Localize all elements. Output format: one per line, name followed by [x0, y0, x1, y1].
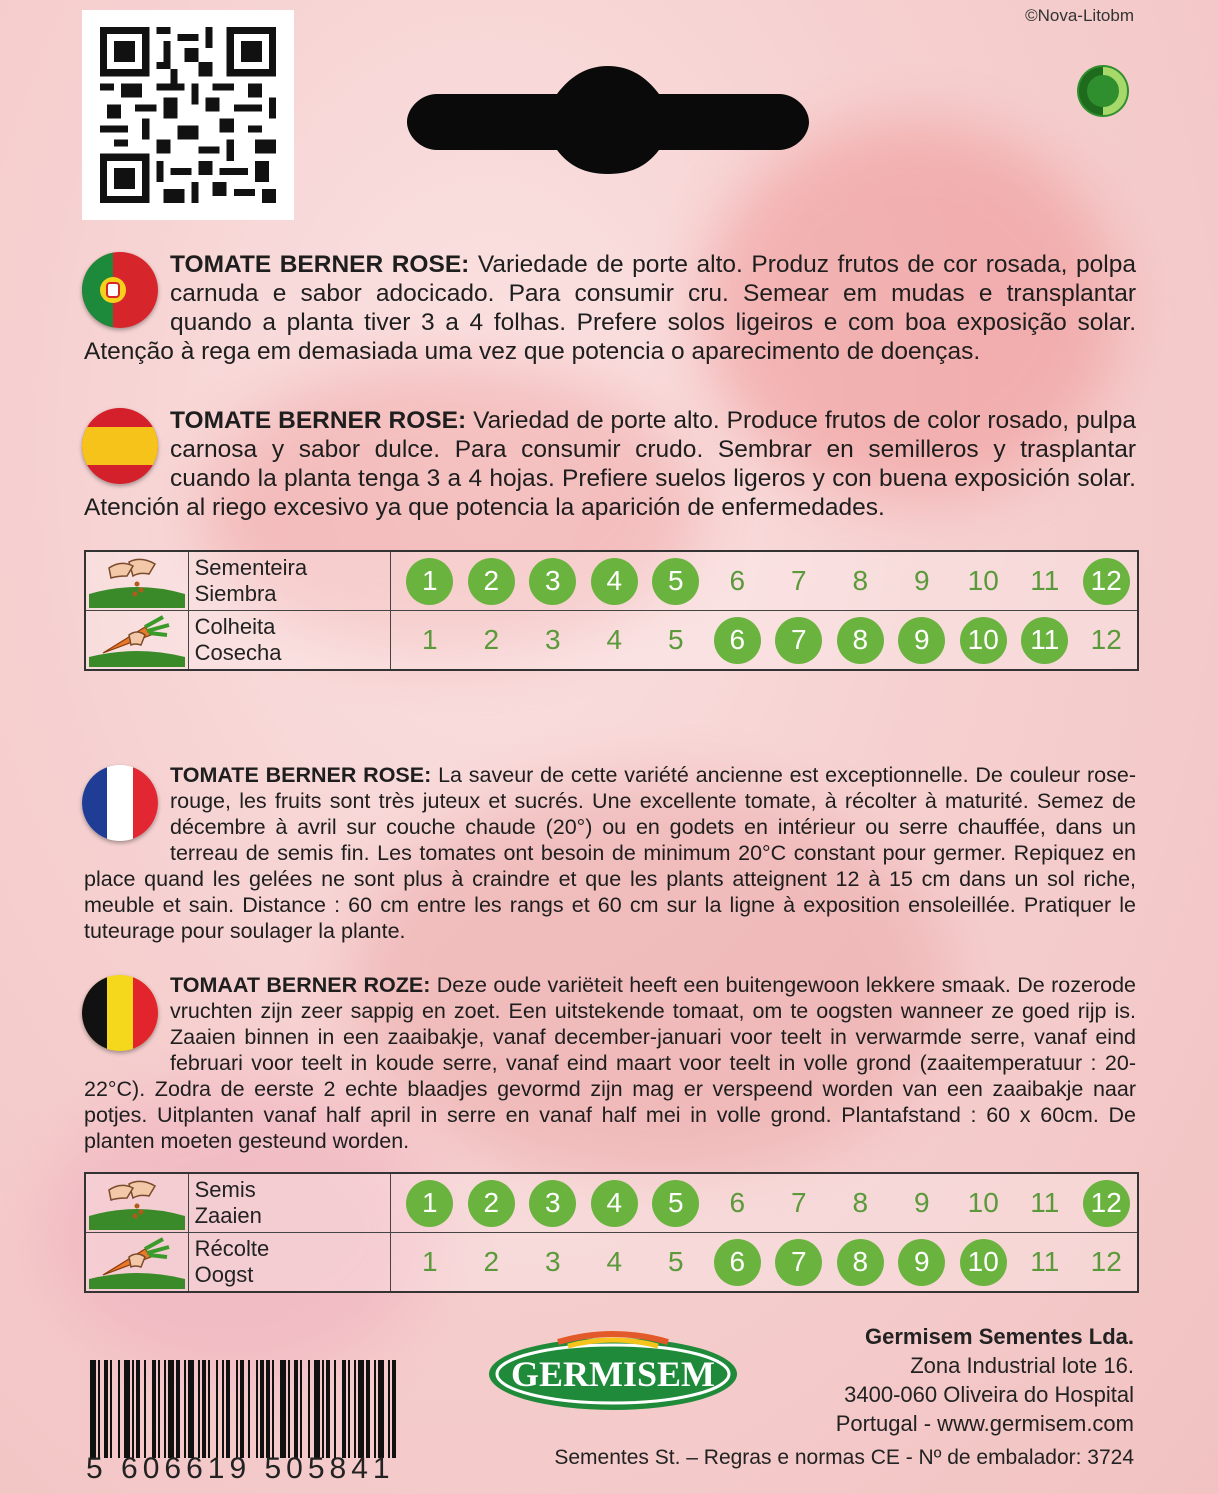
- month-cell: [768, 1174, 830, 1232]
- body-pt: Variedade de porte alto. Produz frutos de cor rosada, polpa carnuda e sabor adocicado. Para consumir cru. Semear em mudas e transplantar quando a planta tiver 3 a 4 folhas. Prefere solos ligeiros e com boa exposição solar. Atenção à rega em demasiada uma vez que potencia o aparecimento de doenças.: [84, 251, 1136, 365]
- month-number: 9: [898, 1239, 945, 1286]
- month-number: 6: [714, 617, 761, 664]
- month-cell-active: [891, 1233, 953, 1291]
- calendar-row-label: [189, 611, 391, 669]
- month-number: 2: [483, 624, 500, 655]
- month-cell: [461, 611, 523, 669]
- month-number: 12: [1090, 1246, 1122, 1277]
- month-number: 11: [1021, 617, 1068, 664]
- month-cell-active: [584, 552, 646, 610]
- month-cell: [830, 1174, 892, 1232]
- address-line-1: Zona Industrial lote 16.: [910, 1353, 1134, 1378]
- month-number: 2: [468, 1180, 515, 1227]
- address-line-3-website[interactable]: Portugal - www.germisem.com: [835, 1411, 1134, 1436]
- month-number: 10: [960, 1239, 1007, 1286]
- month-cell-active: [461, 552, 523, 610]
- month-number: 2: [483, 1246, 500, 1277]
- month-number: 11: [1030, 565, 1060, 596]
- month-cell-active: [891, 611, 953, 669]
- month-cell-active: [830, 1233, 892, 1291]
- month-cell: [399, 611, 461, 669]
- month-number: 3: [529, 558, 576, 605]
- month-number: 6: [714, 1239, 761, 1286]
- month-number: 5: [652, 1180, 699, 1227]
- calendar-label-label1: Semis: [194, 1177, 256, 1202]
- sowing-icon: [86, 1174, 189, 1232]
- sowing-harvest-calendar-fr-nl: [84, 1172, 1139, 1293]
- month-number: 8: [837, 617, 884, 664]
- month-cell: [768, 552, 830, 610]
- month-cell-active: [522, 1174, 584, 1232]
- month-cell-active: [645, 1174, 707, 1232]
- month-cell: [830, 552, 892, 610]
- regulation-text: Sementes St. – Regras e normas CE - Nº de embalador: 3724: [554, 1446, 1134, 1469]
- month-cell-active: [953, 1233, 1015, 1291]
- harvest-carrot-icon: [89, 613, 185, 667]
- calendar-label-label1: Colheita: [194, 614, 276, 639]
- month-cell-active: [707, 1233, 769, 1291]
- harvest-carrot-icon: [86, 1233, 189, 1291]
- sowing-icon: [89, 1176, 185, 1230]
- title-es: TOMATE BERNER ROSE:: [170, 407, 467, 434]
- month-number: 6: [729, 1187, 746, 1218]
- month-number: 7: [790, 565, 807, 596]
- month-cell-active: [399, 552, 461, 610]
- copyright-text: ©Nova-Litobm: [1025, 6, 1134, 25]
- barcode-number: 5 606619 505841: [86, 1452, 395, 1485]
- calendar-label-label2: Siembra: [194, 581, 277, 606]
- month-cell: [399, 1233, 461, 1291]
- month-cell-active: [1076, 552, 1138, 610]
- month-number: 4: [591, 1180, 638, 1227]
- month-number: 1: [421, 624, 438, 655]
- month-number: 8: [852, 1187, 869, 1218]
- month-number: 11: [1030, 1246, 1060, 1277]
- body-es: Variedad de porte alto. Produce frutos de color rosado, pulpa carnosa y sabor dulce. Para consumir crudo. Sembrar en semilleros y trasplantar cuando la planta tenga 3 a 4 hojas. Prefiere suelos ligeros y con buena exposición solar. Atención al riego excesivo ya que potencia la aparición de enfermedades.: [84, 407, 1136, 521]
- calendar-row: [86, 611, 1137, 669]
- month-number: 4: [606, 624, 623, 655]
- month-number: 7: [775, 1239, 822, 1286]
- month-cell-active: [645, 552, 707, 610]
- month-number: 12: [1090, 624, 1122, 655]
- body-fr: La saveur de cette variété ancienne est exceptionnelle. De couleur rose-rouge, les fruits sont très juteux et sucrés. Une excellente tomate, à récolter à maturité. Semez de décembre à avril sur couche chaude (20°) ou en godets en intérieur ou serre chauffée, dans un terreau de semis fin. Les tomates ont besoin de minimum 20°C constant pour germer. Repiquez en place quand les gelées ne sont plus à craindre et que les plants atteignent 12 à 15 cm dans un sol riche, meuble et sain. Distance : 60 cm entre les rangs et 60 cm sur la ligne à exposition ensoleillée. Pratiquer le tuteurage pour soulager la plante.: [84, 763, 1136, 943]
- hang-hole: [407, 66, 809, 174]
- month-number: 8: [852, 565, 869, 596]
- calendar-row-label: [189, 552, 391, 610]
- month-cell: [584, 1233, 646, 1291]
- calendar-row-label: [189, 1233, 391, 1291]
- month-number: 10: [960, 617, 1007, 664]
- month-number: 10: [967, 1187, 999, 1218]
- month-number: 3: [544, 1246, 561, 1277]
- logo-text: GERMISEM: [510, 1354, 716, 1394]
- barcode: [86, 1360, 398, 1458]
- month-number: 7: [775, 617, 822, 664]
- month-number: 7: [790, 1187, 807, 1218]
- harvest-carrot-icon: [86, 611, 189, 669]
- sowing-icon: [86, 552, 189, 610]
- month-cell-active: [584, 1174, 646, 1232]
- month-number: 12: [1083, 1180, 1130, 1227]
- month-cell-active: [1014, 611, 1076, 669]
- sowing-icon: [89, 554, 185, 608]
- germisem-logo: [488, 1330, 738, 1412]
- title-pt: TOMATE BERNER ROSE:: [170, 251, 470, 278]
- month-number: 5: [652, 558, 699, 605]
- month-cell: [953, 1174, 1015, 1232]
- month-number: 2: [468, 558, 515, 605]
- month-cell-active: [522, 552, 584, 610]
- address-line-2: 3400-060 Oliveira do Hospital: [844, 1382, 1134, 1407]
- sowing-harvest-calendar-pt-es: [84, 550, 1139, 671]
- month-cell: [584, 611, 646, 669]
- title-fr: TOMATE BERNER ROSE:: [170, 763, 432, 787]
- month-number: 3: [529, 1180, 576, 1227]
- month-number: 9: [913, 565, 930, 596]
- month-number: 4: [606, 1246, 623, 1277]
- calendar-months: [391, 611, 1137, 669]
- month-number: 1: [406, 1180, 453, 1227]
- month-cell: [1014, 1174, 1076, 1232]
- month-cell: [1014, 1233, 1076, 1291]
- month-cell: [707, 1174, 769, 1232]
- month-number: 1: [406, 558, 453, 605]
- calendar-label-label1: Sementeira: [194, 555, 308, 580]
- calendar-label-label2: Zaaien: [194, 1203, 262, 1228]
- calendar-months: [391, 1233, 1137, 1291]
- calendar-row-label: [189, 1174, 391, 1232]
- month-cell: [707, 552, 769, 610]
- calendar-row: [86, 1233, 1137, 1291]
- month-cell: [461, 1233, 523, 1291]
- month-number: 10: [967, 565, 999, 596]
- month-cell: [522, 611, 584, 669]
- month-number: 4: [591, 558, 638, 605]
- qr-code[interactable]: [82, 10, 294, 220]
- title-nl: TOMAAT BERNER ROZE:: [170, 973, 431, 997]
- month-number: 9: [898, 617, 945, 664]
- calendar-row: [86, 1174, 1137, 1233]
- calendar-label-label1: Récolte: [194, 1236, 270, 1261]
- month-number: 6: [729, 565, 746, 596]
- description-fr: [84, 762, 1136, 944]
- month-number: 5: [667, 1246, 684, 1277]
- month-cell: [522, 1233, 584, 1291]
- month-cell-active: [707, 611, 769, 669]
- calendar-label-label2: Cosecha: [194, 640, 282, 665]
- company-name: Germisem Sementes Lda.: [864, 1324, 1134, 1349]
- harvest-carrot-icon: [89, 1235, 185, 1289]
- calendar-row: [86, 552, 1137, 611]
- description-es: [84, 406, 1136, 522]
- month-cell: [1014, 552, 1076, 610]
- body-nl: Deze oude variëteit heeft een buitengewoon lekkere smaak. De rozerode vruchten zijn zeer sappig en zoet. Een uitstekende tomaat, om te oogsten wanneer ze goed rijp is. Zaaien binnen in een zaaibakje, vanaf december-januari voor teelt in verwarmde serre, vanaf eind februari voor teelt in koude serre, vanaf eind maart voor teelt in volle grond (zaaitemperatuur : 20-22°C). Zodra de eerste 2 echte blaadjes gevormd zijn mag er verspeend worden van een zaaibakje naar potjes. Uitplanten vanaf half april in serre en vanaf half mei in volle grond. Plantafstand : 60 x 60cm. De planten moeten gesteund worden.: [84, 973, 1136, 1153]
- month-cell-active: [399, 1174, 461, 1232]
- month-cell: [645, 611, 707, 669]
- month-number: 8: [837, 1239, 884, 1286]
- month-cell: [891, 1174, 953, 1232]
- calendar-months: [391, 552, 1137, 610]
- calendar-months: [391, 1174, 1137, 1232]
- month-cell: [953, 552, 1015, 610]
- calendar-label-label2: Oogst: [194, 1262, 254, 1287]
- month-cell-active: [768, 611, 830, 669]
- month-cell-active: [830, 611, 892, 669]
- month-number: 9: [913, 1187, 930, 1218]
- month-number: 12: [1083, 558, 1130, 605]
- month-number: 5: [667, 624, 684, 655]
- month-cell: [1076, 611, 1138, 669]
- month-cell-active: [768, 1233, 830, 1291]
- month-cell-active: [953, 611, 1015, 669]
- month-number: 3: [544, 624, 561, 655]
- month-cell-active: [1076, 1174, 1138, 1232]
- description-pt: [84, 250, 1136, 366]
- month-number: 11: [1030, 1187, 1060, 1218]
- month-cell: [891, 552, 953, 610]
- month-number: 1: [421, 1246, 438, 1277]
- month-cell-active: [461, 1174, 523, 1232]
- description-nl: [84, 972, 1136, 1154]
- month-cell: [1076, 1233, 1138, 1291]
- green-dot-recycle-icon: [1076, 64, 1130, 118]
- month-cell: [645, 1233, 707, 1291]
